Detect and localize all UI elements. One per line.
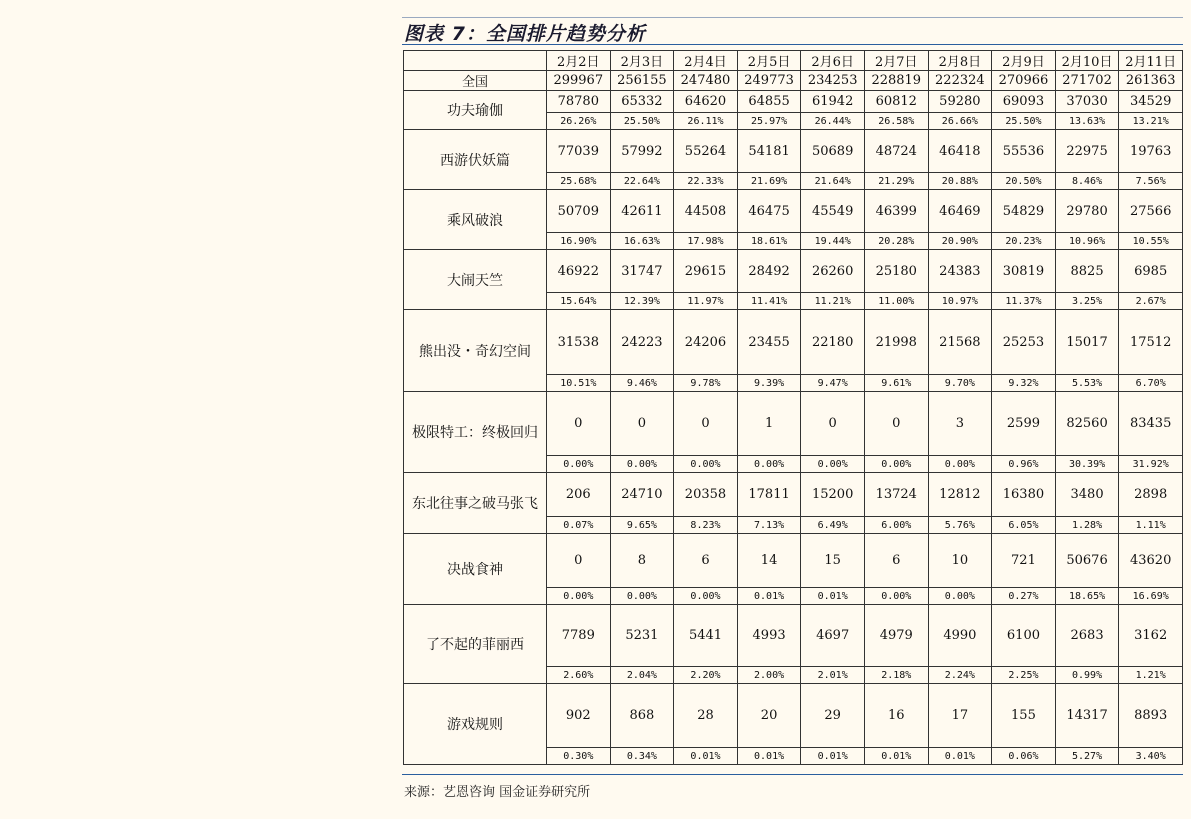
- screening-share: 0.00%: [864, 456, 928, 473]
- screening-count: 15200: [801, 473, 865, 517]
- total-value: 261363: [1119, 71, 1183, 91]
- screening-count: 902: [547, 684, 611, 748]
- screening-count: 17512: [1119, 310, 1183, 375]
- screening-share: 18.65%: [1055, 588, 1119, 605]
- screening-count: 6985: [1119, 250, 1183, 293]
- screening-share: 17.98%: [674, 233, 738, 250]
- screening-count: 46475: [737, 190, 801, 233]
- film-value-row: [404, 190, 1183, 233]
- screening-share: 0.06%: [992, 748, 1056, 765]
- total-label: 全国: [404, 71, 547, 91]
- total-value: 247480: [674, 71, 738, 91]
- screening-share: 5.27%: [1055, 748, 1119, 765]
- screening-count: 29780: [1055, 190, 1119, 233]
- screening-count: 12812: [928, 473, 992, 517]
- screening-share: 11.41%: [737, 293, 801, 310]
- screening-count: 61942: [801, 91, 865, 113]
- screening-count: 54181: [737, 130, 801, 173]
- screening-share: 6.00%: [864, 517, 928, 534]
- screening-count: 10: [928, 534, 992, 588]
- screening-count: 8825: [1055, 250, 1119, 293]
- screening-count: 21568: [928, 310, 992, 375]
- film-value-row: [404, 392, 1183, 456]
- screening-count: 14: [737, 534, 801, 588]
- screening-count: 23455: [737, 310, 801, 375]
- screening-count: 22180: [801, 310, 865, 375]
- film-value-row: [404, 91, 1183, 113]
- screening-share: 11.97%: [674, 293, 738, 310]
- screening-share: 0.01%: [928, 748, 992, 765]
- screening-count: 4990: [928, 605, 992, 667]
- film-name: 西游伏妖篇: [404, 130, 547, 190]
- screening-share: 0.30%: [547, 748, 611, 765]
- screening-share: 21.29%: [864, 173, 928, 190]
- screening-share: 2.24%: [928, 667, 992, 684]
- screening-share: 26.26%: [547, 113, 611, 130]
- date-header: 2月10日: [1055, 51, 1119, 71]
- screening-count: 13724: [864, 473, 928, 517]
- film-value-row: [404, 684, 1183, 748]
- film-value-row: [404, 130, 1183, 173]
- screening-count: 24710: [610, 473, 674, 517]
- screening-count: 5231: [610, 605, 674, 667]
- screening-share: 15.64%: [547, 293, 611, 310]
- screening-share: 11.00%: [864, 293, 928, 310]
- screening-count: 17811: [737, 473, 801, 517]
- screening-share: 3.25%: [1055, 293, 1119, 310]
- film-name: 了不起的菲丽西: [404, 605, 547, 684]
- screening-count: 0: [864, 392, 928, 456]
- screening-count: 26260: [801, 250, 865, 293]
- screening-count: 37030: [1055, 91, 1119, 113]
- screening-share: 21.69%: [737, 173, 801, 190]
- screening-share: 1.21%: [1119, 667, 1183, 684]
- source-note: 来源：艺恩咨询 国金证券研究所: [404, 785, 591, 800]
- screening-share: 0.00%: [801, 456, 865, 473]
- screening-share: 26.66%: [928, 113, 992, 130]
- screening-share: 0.34%: [610, 748, 674, 765]
- screening-share: 2.01%: [801, 667, 865, 684]
- screening-count: 19763: [1119, 130, 1183, 173]
- screening-count: 65332: [610, 91, 674, 113]
- screening-count: 20358: [674, 473, 738, 517]
- screening-share: 0.00%: [547, 588, 611, 605]
- screening-share: 10.97%: [928, 293, 992, 310]
- screening-count: 27566: [1119, 190, 1183, 233]
- screening-share: 30.39%: [1055, 456, 1119, 473]
- screening-count: 3162: [1119, 605, 1183, 667]
- screening-count: 28492: [737, 250, 801, 293]
- screening-count: 43620: [1119, 534, 1183, 588]
- film-name: 乘风破浪: [404, 190, 547, 250]
- screening-share: 9.39%: [737, 375, 801, 392]
- screening-share: 2.00%: [737, 667, 801, 684]
- film-name: 极限特工：终极回归: [404, 392, 547, 473]
- screening-count: 0: [547, 392, 611, 456]
- screening-share: 16.69%: [1119, 588, 1183, 605]
- screening-share: 1.11%: [1119, 517, 1183, 534]
- screening-count: 16380: [992, 473, 1056, 517]
- screening-count: 55264: [674, 130, 738, 173]
- screening-share: 0.96%: [992, 456, 1056, 473]
- screening-share: 6.70%: [1119, 375, 1183, 392]
- screening-count: 15017: [1055, 310, 1119, 375]
- screening-share: 0.00%: [610, 456, 674, 473]
- table-body: [404, 51, 1183, 765]
- screening-count: 24206: [674, 310, 738, 375]
- film-value-row: [404, 250, 1183, 293]
- screening-share: 6.49%: [801, 517, 865, 534]
- screening-share: 0.00%: [928, 456, 992, 473]
- screening-count: 14317: [1055, 684, 1119, 748]
- screening-count: 5441: [674, 605, 738, 667]
- screening-count: 60812: [864, 91, 928, 113]
- screening-share: 20.90%: [928, 233, 992, 250]
- film-value-row: [404, 605, 1183, 667]
- screening-count: 8893: [1119, 684, 1183, 748]
- figure-title: 图表 7：全国排片趋势分析: [404, 23, 646, 45]
- screening-share: 9.70%: [928, 375, 992, 392]
- total-value: 249773: [737, 71, 801, 91]
- date-header: 2月11日: [1119, 51, 1183, 71]
- screening-count: 1: [737, 392, 801, 456]
- screening-share: 9.61%: [864, 375, 928, 392]
- screening-share: 18.61%: [737, 233, 801, 250]
- total-value: 271702: [1055, 71, 1119, 91]
- screening-count: 55536: [992, 130, 1056, 173]
- screening-share: 10.51%: [547, 375, 611, 392]
- screening-count: 868: [610, 684, 674, 748]
- screening-share: 20.23%: [992, 233, 1056, 250]
- screening-share: 0.00%: [674, 456, 738, 473]
- header-row: [404, 51, 1183, 71]
- film-name: 熊出没・奇幻空间: [404, 310, 547, 392]
- screening-count: 31747: [610, 250, 674, 293]
- screening-share: 0.00%: [674, 588, 738, 605]
- date-header: 2月5日: [737, 51, 801, 71]
- screening-share: 7.13%: [737, 517, 801, 534]
- date-header: 2月2日: [547, 51, 611, 71]
- screening-count: 24223: [610, 310, 674, 375]
- screening-share: 11.21%: [801, 293, 865, 310]
- title-rule: [402, 44, 1183, 45]
- screening-count: 46399: [864, 190, 928, 233]
- screening-share: 5.76%: [928, 517, 992, 534]
- screening-share: 0.00%: [864, 588, 928, 605]
- screening-count: 25180: [864, 250, 928, 293]
- screening-share: 26.44%: [801, 113, 865, 130]
- screening-count: 57992: [610, 130, 674, 173]
- screening-share: 20.88%: [928, 173, 992, 190]
- film-value-row: [404, 310, 1183, 375]
- screening-share: 25.68%: [547, 173, 611, 190]
- bottom-rule: [402, 774, 1183, 775]
- total-value: 256155: [610, 71, 674, 91]
- screening-share: 25.97%: [737, 113, 801, 130]
- screening-share: 8.23%: [674, 517, 738, 534]
- screening-share: 6.05%: [992, 517, 1056, 534]
- screening-count: 2599: [992, 392, 1056, 456]
- screening-count: 6: [864, 534, 928, 588]
- screening-count: 3: [928, 392, 992, 456]
- screening-share: 20.50%: [992, 173, 1056, 190]
- screening-count: 4993: [737, 605, 801, 667]
- screening-count: 25253: [992, 310, 1056, 375]
- screening-share: 9.65%: [610, 517, 674, 534]
- screening-share: 2.25%: [992, 667, 1056, 684]
- screening-count: 50676: [1055, 534, 1119, 588]
- screening-share: 3.40%: [1119, 748, 1183, 765]
- screening-share: 0.00%: [547, 456, 611, 473]
- screening-count: 29: [801, 684, 865, 748]
- screening-count: 6100: [992, 605, 1056, 667]
- screening-count: 155: [992, 684, 1056, 748]
- screening-count: 15: [801, 534, 865, 588]
- screening-share: 11.37%: [992, 293, 1056, 310]
- screening-share: 2.04%: [610, 667, 674, 684]
- screening-share: 9.78%: [674, 375, 738, 392]
- date-header: 2月4日: [674, 51, 738, 71]
- screening-share: 0.27%: [992, 588, 1056, 605]
- screening-count: 20: [737, 684, 801, 748]
- screening-count: 2898: [1119, 473, 1183, 517]
- screening-share: 8.46%: [1055, 173, 1119, 190]
- screening-share: 2.60%: [547, 667, 611, 684]
- screening-count: 48724: [864, 130, 928, 173]
- screening-share: 2.18%: [864, 667, 928, 684]
- screening-count: 30819: [992, 250, 1056, 293]
- screening-share: 20.28%: [864, 233, 928, 250]
- screening-count: 46418: [928, 130, 992, 173]
- screening-count: 54829: [992, 190, 1056, 233]
- screening-share: 16.63%: [610, 233, 674, 250]
- screening-share: 26.58%: [864, 113, 928, 130]
- screening-share: 0.07%: [547, 517, 611, 534]
- screening-count: 44508: [674, 190, 738, 233]
- screening-count: 17: [928, 684, 992, 748]
- film-name: 东北往事之破马张飞: [404, 473, 547, 534]
- film-name: 游戏规则: [404, 684, 547, 765]
- screening-share: 0.01%: [737, 588, 801, 605]
- screening-share: 25.50%: [992, 113, 1056, 130]
- total-value: 270966: [992, 71, 1056, 91]
- screening-share: 9.32%: [992, 375, 1056, 392]
- total-value: 228819: [864, 71, 928, 91]
- film-value-row: [404, 534, 1183, 588]
- screening-count: 0: [801, 392, 865, 456]
- screening-share: 0.01%: [801, 588, 865, 605]
- screening-count: 50709: [547, 190, 611, 233]
- screening-share: 7.56%: [1119, 173, 1183, 190]
- screening-share: 0.01%: [801, 748, 865, 765]
- screening-count: 46469: [928, 190, 992, 233]
- screening-share: 10.55%: [1119, 233, 1183, 250]
- screening-count: 50689: [801, 130, 865, 173]
- screening-share: 22.33%: [674, 173, 738, 190]
- screening-share: 9.47%: [801, 375, 865, 392]
- film-value-row: [404, 473, 1183, 517]
- screening-share: 25.50%: [610, 113, 674, 130]
- film-name: 决战食神: [404, 534, 547, 605]
- screening-count: 721: [992, 534, 1056, 588]
- date-header: 2月7日: [864, 51, 928, 71]
- screening-share: 5.53%: [1055, 375, 1119, 392]
- screening-count: 83435: [1119, 392, 1183, 456]
- screening-count: 4697: [801, 605, 865, 667]
- screening-share: 2.67%: [1119, 293, 1183, 310]
- screening-table: [403, 50, 1183, 765]
- screening-share: 0.01%: [737, 748, 801, 765]
- total-value: 234253: [801, 71, 865, 91]
- screening-count: 2683: [1055, 605, 1119, 667]
- screening-count: 64855: [737, 91, 801, 113]
- screening-share: 13.63%: [1055, 113, 1119, 130]
- date-header: 2月6日: [801, 51, 865, 71]
- screening-count: 34529: [1119, 91, 1183, 113]
- screening-count: 0: [547, 534, 611, 588]
- screening-count: 31538: [547, 310, 611, 375]
- top-rule: [402, 17, 1183, 18]
- screening-share: 10.96%: [1055, 233, 1119, 250]
- screening-count: 45549: [801, 190, 865, 233]
- screening-share: 0.01%: [674, 748, 738, 765]
- screening-count: 42611: [610, 190, 674, 233]
- screening-share: 31.92%: [1119, 456, 1183, 473]
- screening-count: 59280: [928, 91, 992, 113]
- total-value: 222324: [928, 71, 992, 91]
- screening-count: 78780: [547, 91, 611, 113]
- screening-count: 7789: [547, 605, 611, 667]
- screening-share: 19.44%: [801, 233, 865, 250]
- header-corner: [404, 51, 547, 71]
- screening-count: 8: [610, 534, 674, 588]
- screening-count: 16: [864, 684, 928, 748]
- screening-share: 16.90%: [547, 233, 611, 250]
- screening-count: 206: [547, 473, 611, 517]
- screening-share: 26.11%: [674, 113, 738, 130]
- screening-share: 21.64%: [801, 173, 865, 190]
- date-header: 2月8日: [928, 51, 992, 71]
- screening-share: 9.46%: [610, 375, 674, 392]
- screening-share: 0.99%: [1055, 667, 1119, 684]
- screening-share: 0.00%: [928, 588, 992, 605]
- screening-count: 3480: [1055, 473, 1119, 517]
- screening-share: 12.39%: [610, 293, 674, 310]
- screening-share: 22.64%: [610, 173, 674, 190]
- screening-share: 1.28%: [1055, 517, 1119, 534]
- screening-count: 22975: [1055, 130, 1119, 173]
- date-header: 2月9日: [992, 51, 1056, 71]
- screening-count: 6: [674, 534, 738, 588]
- film-name: 大闹天竺: [404, 250, 547, 310]
- screening-count: 21998: [864, 310, 928, 375]
- screening-share: 0.00%: [610, 588, 674, 605]
- screening-count: 82560: [1055, 392, 1119, 456]
- screening-share: 13.21%: [1119, 113, 1183, 130]
- screening-count: 69093: [992, 91, 1056, 113]
- screening-count: 46922: [547, 250, 611, 293]
- film-name: 功夫瑜伽: [404, 91, 547, 130]
- screening-count: 29615: [674, 250, 738, 293]
- screening-count: 0: [674, 392, 738, 456]
- screening-count: 28: [674, 684, 738, 748]
- screening-count: 24383: [928, 250, 992, 293]
- screening-share: 0.00%: [737, 456, 801, 473]
- screening-share: 0.01%: [864, 748, 928, 765]
- screening-count: 77039: [547, 130, 611, 173]
- date-header: 2月3日: [610, 51, 674, 71]
- total-row: [404, 71, 1183, 91]
- total-value: 299967: [547, 71, 611, 91]
- screening-count: 0: [610, 392, 674, 456]
- screening-count: 4979: [864, 605, 928, 667]
- screening-share: 2.20%: [674, 667, 738, 684]
- screening-count: 64620: [674, 91, 738, 113]
